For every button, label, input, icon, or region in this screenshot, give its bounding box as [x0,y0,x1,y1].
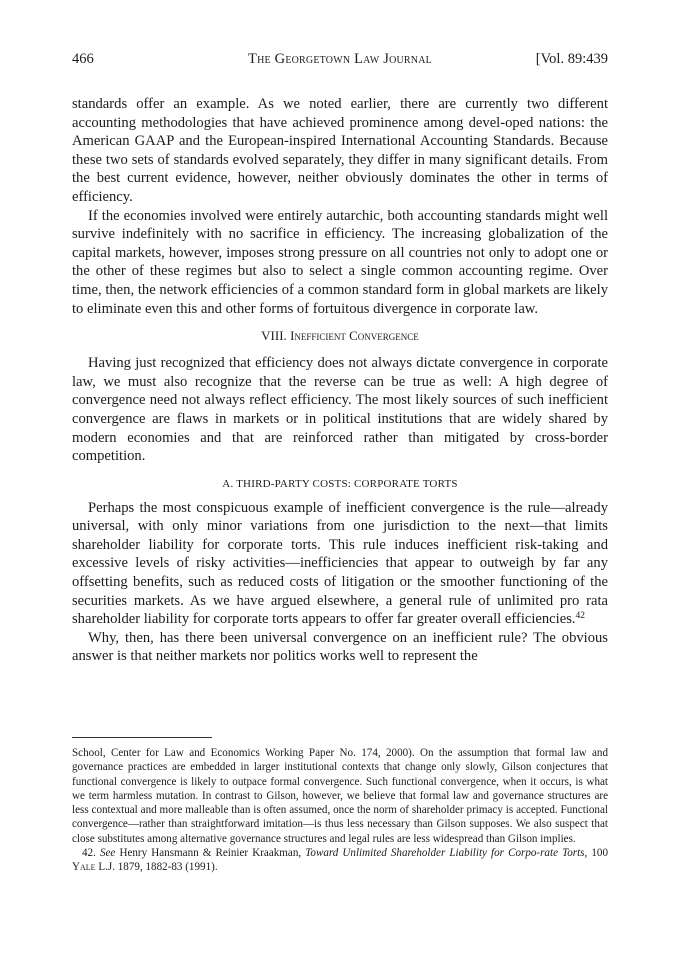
paragraph-3: Having just recognized that efficiency does not always dictate convergence in corporate law, we must also recognize that the reverse can be true as well: A high degree of convergence need not always reflect efficiency. The most likely sources of such inefficient convergence are flaws in markets or in political institutions that are widely shared by modern economies and that are reinforced rather than mitigated by cross-border competition. [72,355,608,465]
subsection-heading: A. THIRD-PARTY COSTS: CORPORATE TORTS [222,477,458,490]
body-text [72,95,608,666]
section-heading-number: VIII. [261,328,287,344]
footnote-42-number: 42. [82,847,96,860]
footnote-42-signal: See [99,847,116,860]
paragraph-4-text: Perhaps the most conspicuous example of inefficient convergence is the rule—already universal, with only minor variations from one jurisdiction to the next—that limits shareholder liability for corporate torts. This rule induces inefficient risk-taking and excessive levels of risky activities—inefficiencies that appear to outweigh by far any offsetting benefits, such as reduced costs of litigation or the smoother functioning of the securities markets. As we have argued elsewhere, a general rule of unlimited pro rata shareholder liability for corporate torts appears to offer far greater overall efficiencies. [72,499,608,628]
section-heading [72,327,608,345]
paragraph-5: Why, then, has there been universal convergence on an inefficient rule? The obvious answer is that neither markets nor politics works well to represent the [72,629,608,665]
paragraph-4 [72,499,608,629]
footnote-42-cite: L.J. 1879, 1882-83 (1991). [98,861,218,874]
footnote-reference-42[interactable]: 42 [575,611,586,622]
volume-citation: [Vol. 89:439 [535,51,608,67]
footnote-continued: School, Center for Law and Economics Working Paper No. 174, 2000). On the assumption that formal law and governance practices are embedded in larger institutional contexts that change only slowly, Gilson conjectures that functional convergence is likely to outpace formal convergence. Such functional convergence, when it occurs, is what we term harmless mutation. In contrast to Gilson, however, we believe that formal law and governance structures are less contextual and more malleable than is often assumed, once the norm of shareholder primacy is accepted. Functional convergence—rather than straightforward imitation—is thus less necessary than Gilson supposes. We also suspect that close substitutes among alternative governance structures and legal rules are less widespread than Gilson implies. [72,747,608,845]
footnote-42-volume: 100 [591,847,608,860]
section-heading-title: Inefficient Convergence [290,328,419,344]
footnote-42-journal: Yale [72,861,96,874]
paragraph-2: If the economies involved were entirely autarchic, both accounting standards might well survive indefinitely with no sacrifice in efficiency. The increasing globalization of the capital markets, however, imposes strong pressure on all countries not only to adopt one or the other of these regimes but also to select a single common accounting regime. Over time, then, the network efficiencies of a common standard form in global markets are likely to eliminate even this and other forms of fortuitous divergence in corporate law. [72,207,608,317]
footnotes [72,746,608,875]
journal-title: The Georgetown Law Journal [248,51,432,67]
page-number: 466 [72,51,94,67]
footnote-42-title: Toward Unlimited Shareholder Liability for Corpo-rate Torts, [305,847,588,860]
paragraph-1: standards offer an example. As we noted earlier, there are currently two different accounting methodologies that have achieved prominence among devel-oped nations: the American GAAP and the European-inspired International Accounting Standards. Because these two sets of standards evolved separately, they differ in many significant details. From the best current evidence, however, neither obviously dominates the other in terms of efficiency. [72,96,608,205]
footnote-42 [72,846,608,875]
footnote-divider [72,737,212,738]
footnote-42-authors: Henry Hansmann & Reinier Kraakman, [119,847,302,860]
